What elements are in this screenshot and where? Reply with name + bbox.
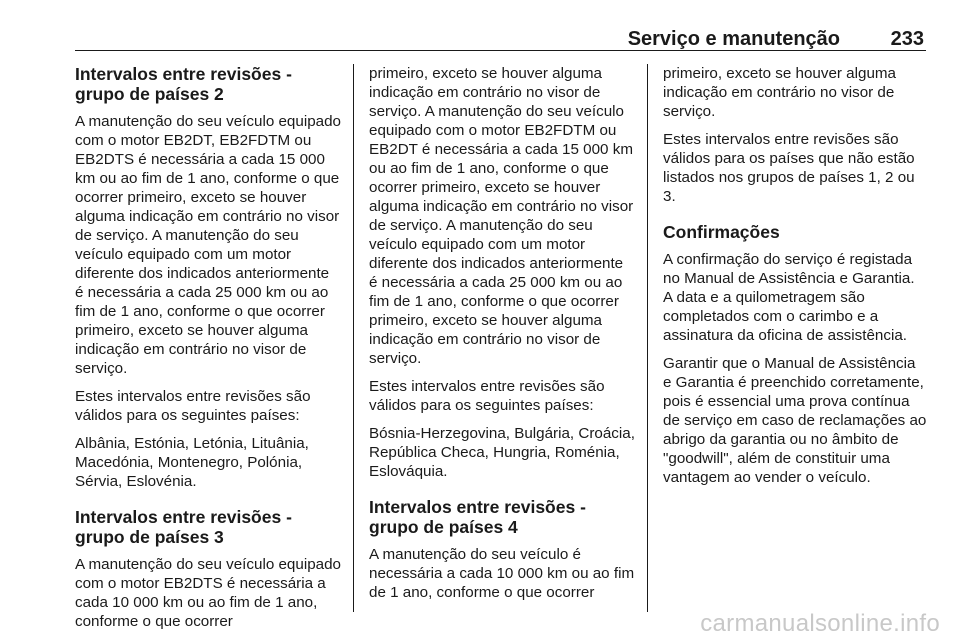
paragraph: primeiro, exceto se houver alguma indicação em contrário no visor de serviço. <box>663 65 896 120</box>
paragraph: A manutenção do seu veículo é necessária a cada 10 000 km ou ao fim de 1 ano, conforme o que ocorrer <box>369 546 635 601</box>
country-list: Albânia, Estónia, Letónia, Lituânia, Macedónia, Montenegro, Polónia, Sérvia, Eslovénia. <box>75 435 309 490</box>
heading-group-4: Intervalos entre revisões - grupo de países 4 <box>369 497 586 537</box>
paragraph: Estes intervalos entre revisões são válidos para os países que não estão listados nos grupos de países 1, 2 ou 3. <box>663 131 915 205</box>
country-list: Bósnia-Herzegovina, Bulgária, Croácia, República Checa, Hungria, Roménia, Eslováquia. <box>369 425 635 480</box>
paragraph: primeiro, exceto se houver alguma indicação em contrário no visor de serviço. A manutenção do seu veículo equipado com o motor EB2FDTM ou EB2DT é necessária a cada 15 000 km ou ao fim de 1 ano, conforme o que ocorrer primeiro, exceto se houver alguma indicação em contrário no visor de serviço. A manutenção do seu veículo equipado com um motor diferente dos indicados anteriormente é necessária a cada 25 000 km ou ao fim de 1 ano, conforme o que ocorrer primeiro, exceto se houver alguma indicação em contrário no visor de serviço. <box>369 65 634 367</box>
column-3 <box>663 64 927 618</box>
watermark: carmanualsonline.info <box>700 610 940 637</box>
paragraph: Garantir que o Manual de Assistência e Garantia é preenchido corretamente, pois é essencial uma prova contínua de serviço em caso de reclamações ao abrigo da garantia ou no âmbito de "goodwill", além de constituir uma vantagem ao vender o veículo. <box>663 355 927 486</box>
paragraph: Estes intervalos entre revisões são válidos para os seguintes países: <box>369 378 605 414</box>
column-2 <box>369 64 635 618</box>
heading-group-2: Intervalos entre revisões - grupo de países 2 <box>75 64 292 104</box>
paragraph: A manutenção do seu veículo equipado com o motor EB2DT, EB2FDTM ou EB2DTS é necessária a cada 15 000 km ou ao fim de 1 ano, conforme o que ocorrer primeiro, exceto se houver alguma indicação em contrário no visor de serviço. A manutenção do seu veículo equipado com um motor diferente dos indicados anteriormente é necessária a cada 25 000 km ou ao fim de 1 ano, conforme o que ocorrer primeiro, exceto se houver alguma indicação em contrário no visor de serviço. <box>75 113 341 377</box>
paragraph: A confirmação do serviço é registada no Manual de Assistência e Garantia. A data e a quilometragem são completados com o carimbo e a assinatura da oficina de assistência. <box>663 251 915 344</box>
column-1 <box>75 64 341 630</box>
column-divider <box>353 64 354 612</box>
heading-group-3: Intervalos entre revisões - grupo de países 3 <box>75 507 292 547</box>
page-number: 233 <box>890 28 924 50</box>
column-divider <box>647 64 648 612</box>
heading-confirmations: Confirmações <box>663 222 780 242</box>
section-title: Serviço e manutenção <box>627 28 840 50</box>
page-header <box>75 28 926 51</box>
paragraph: A manutenção do seu veículo equipado com o motor EB2DTS é necessária a cada 10 000 km ou ao fim de 1 ano, conforme o que ocorrer <box>75 556 341 630</box>
paragraph: Estes intervalos entre revisões são válidos para os seguintes países: <box>75 388 311 424</box>
